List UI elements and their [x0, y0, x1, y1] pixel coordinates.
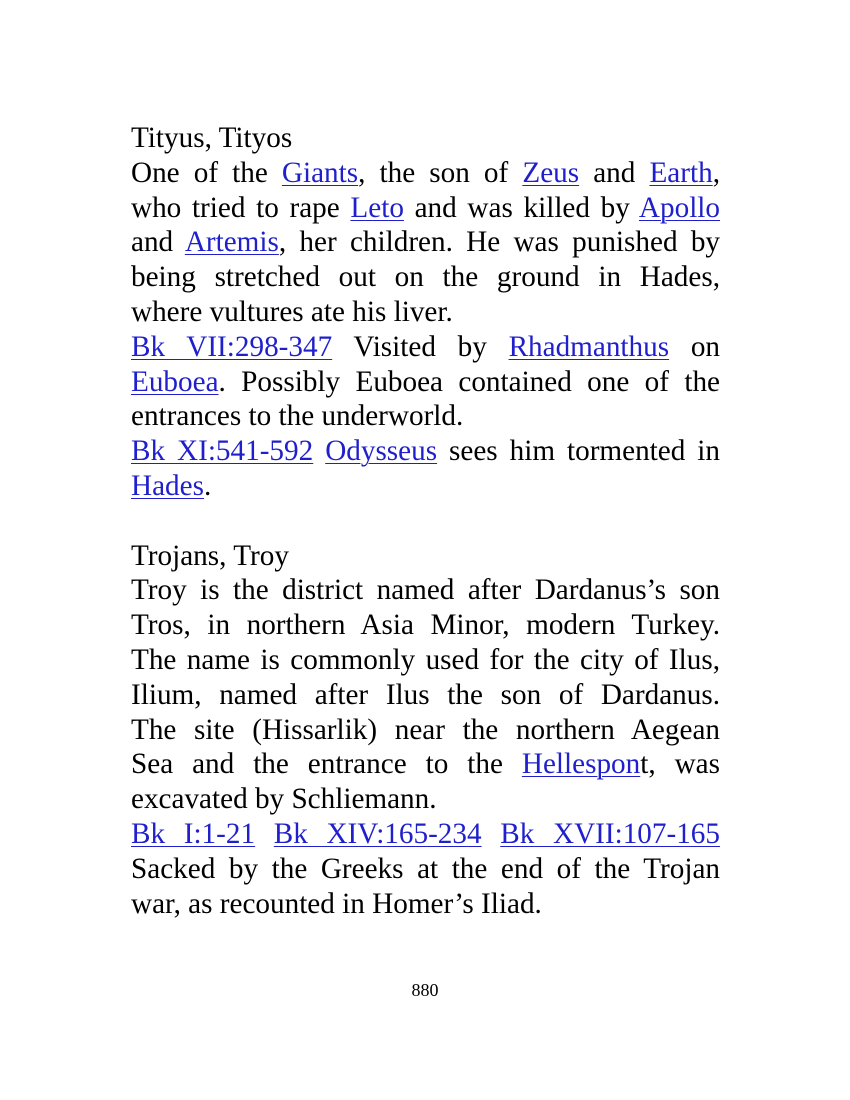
text: Sea and the entrance to the [131, 748, 522, 781]
link-bk-xvii-107-165[interactable]: Bk XVII:107-165 [500, 817, 720, 850]
text: and [131, 226, 185, 259]
link-bk-xiv-165-234[interactable]: Bk XIV:165-234 [273, 817, 482, 850]
link-hellespont[interactable]: Hellespon [521, 748, 641, 781]
trojans-line-2: Tros, in northern Asia Minor, modern Turkey. [131, 609, 720, 642]
text: Visited by [332, 330, 509, 363]
trojans-line-9: Sacked by the Greeks at the end of the Trojan [131, 852, 720, 885]
tityus-line-9 [131, 434, 720, 469]
tityus-line-7 [131, 365, 720, 400]
text: , the son of [358, 156, 523, 189]
text: who tried to rape [131, 191, 351, 224]
text [313, 435, 325, 467]
link-apollo[interactable]: Apollo [638, 191, 720, 224]
tityus-line-5: where vultures ate his liver. [131, 295, 453, 328]
link-bk-vii-298-347[interactable]: Bk VII:298-347 [131, 330, 333, 363]
link-bk-i-1-21[interactable]: Bk I:1-21 [131, 817, 256, 850]
link-artemis[interactable]: Artemis [184, 226, 279, 259]
link-leto[interactable]: Leto [350, 191, 404, 224]
tityus-line-8: entrances to the underworld. [131, 400, 464, 433]
tityus-line-3 [131, 225, 720, 260]
text: and [579, 156, 650, 189]
trojans-line-7: excavated by Schliemann. [131, 783, 437, 816]
paragraph-gap [131, 504, 720, 539]
text: One of the [131, 156, 282, 189]
text: , [712, 156, 720, 189]
tityus-line-1 [131, 156, 720, 191]
text: and was killed by [403, 191, 639, 224]
text: , her children. He was punished by [278, 226, 721, 259]
tityus-line-6 [131, 330, 720, 365]
text: on [669, 330, 720, 363]
text [255, 818, 274, 850]
text: sees him tormented in [437, 435, 720, 468]
trojans-line-5: The site (Hissarlik) near the northern Aegean [131, 713, 720, 746]
link-giants[interactable]: Giants [281, 156, 359, 189]
trojans-line-10: war, as recounted in Homer’s Iliad. [131, 887, 542, 920]
link-hades[interactable]: Hades [131, 469, 204, 502]
page-body [131, 121, 720, 921]
entry-heading-tityus: Tityus, Tityos [131, 122, 293, 154]
link-euboea[interactable]: Euboea [131, 365, 219, 398]
link-rhadmanthus[interactable]: Rhadmanthus [508, 330, 670, 363]
page-number: 880 [411, 980, 439, 1000]
link-odysseus[interactable]: Odysseus [325, 435, 438, 468]
text: . Possibly Euboea contained one of the [218, 365, 720, 398]
text [482, 818, 501, 850]
tityus-line-10 [131, 469, 720, 504]
link-earth[interactable]: Earth [649, 156, 713, 189]
trojans-line-6 [131, 747, 720, 782]
tityus-line-4: being stretched out on the ground in Hades, [131, 261, 720, 294]
link-bk-xi-541-592[interactable]: Bk XI:541-592 [131, 435, 314, 468]
trojans-line-4: Ilium, named after Ilus the son of Dardanus. [131, 678, 720, 711]
trojans-line-8 [131, 817, 720, 852]
tityus-line-2 [131, 191, 720, 226]
trojans-line-3: The name is commonly used for the city of Ilus, [131, 643, 720, 676]
text: . [203, 469, 212, 502]
text: t, was [640, 748, 720, 781]
trojans-line-1: Troy is the district named after Dardanus’s son [131, 574, 720, 607]
entry-heading-trojans: Trojans, Troy [131, 539, 289, 572]
link-zeus[interactable]: Zeus [522, 156, 580, 189]
